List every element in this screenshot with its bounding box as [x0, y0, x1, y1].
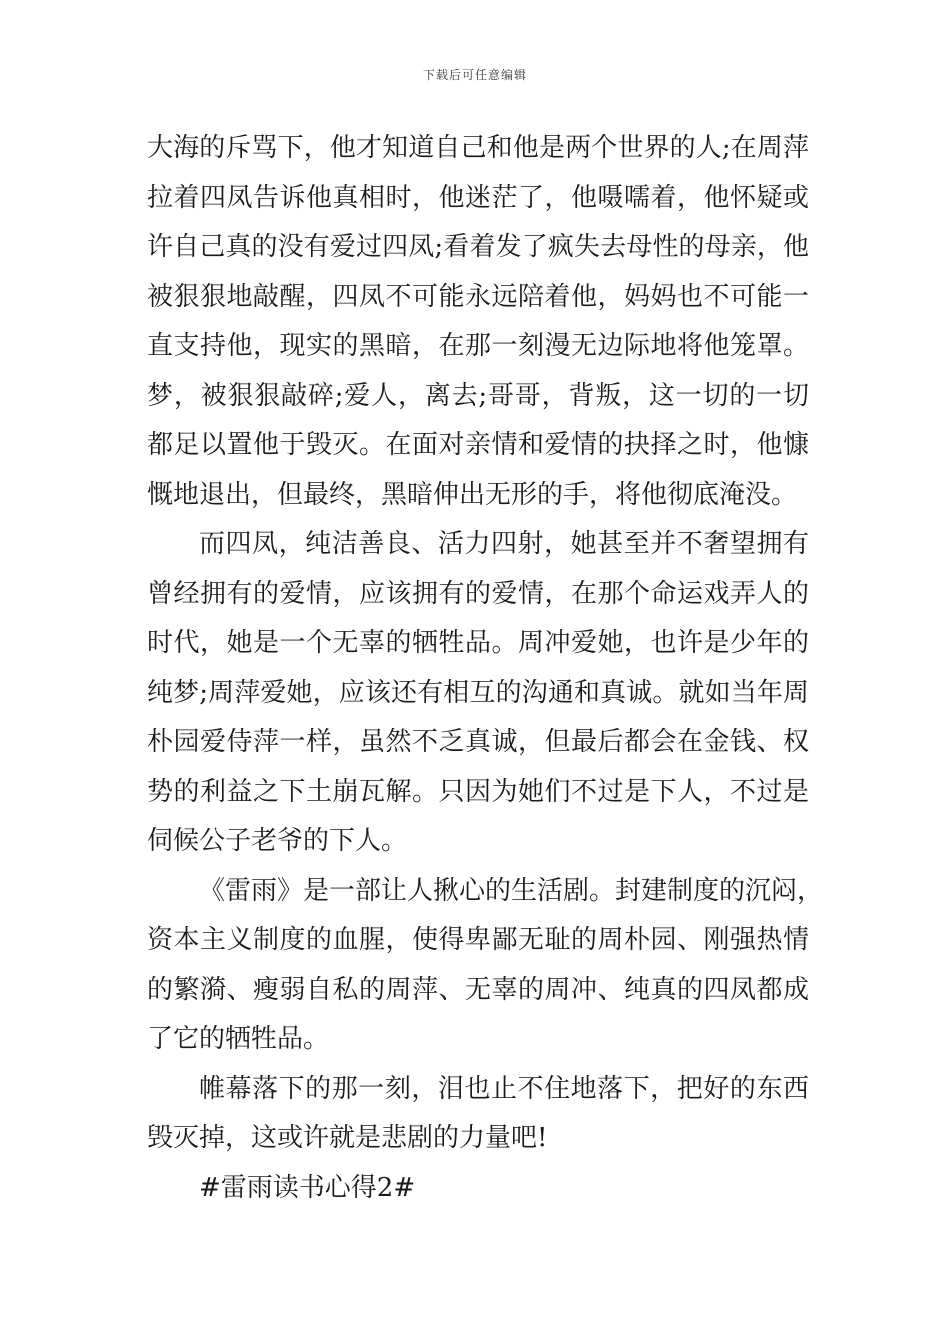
- text-line: 大海的斥骂下，他才知道自己和他是两个世界的人;在周萍: [147, 133, 809, 163]
- text-line: 毁灭掉，这或许就是悲剧的力量吧!: [147, 1123, 548, 1153]
- text-line: 慨地退出，但最终，黑暗伸出无形的手，将他彻底淹没。: [147, 479, 798, 510]
- text-line: #雷雨读书心得2#: [199, 1172, 416, 1203]
- paragraph: [147, 867, 824, 1065]
- text-line: 的繁漪、瘦弱自私的周萍、无辜的周冲、纯真的四凤都成: [147, 974, 809, 1005]
- text-line: 曾经拥有的爱情，应该拥有的爱情，在那个命运戏弄人的: [147, 578, 809, 609]
- text-line: 势的利益之下土崩瓦解。只因为她们不过是下人，不过是: [147, 776, 809, 807]
- page-header: 下载后可任意编辑: [422, 68, 527, 82]
- text-line: 时代，她是一个无辜的牺牲品。周冲爱她，也许是少年的: [147, 628, 809, 658]
- text-line: 朴园爱侍萍一样，虽然不乏真诚，但最后都会在金钱、权: [147, 727, 809, 757]
- text-line: 都足以置他于毁灭。在面对亲情和爱情的抉择之时，他慷: [147, 430, 809, 460]
- text-line: 帷幕落下的那一刻，泪也止不住地落下，把好的东西: [199, 1073, 809, 1104]
- text-line: 资本主义制度的血腥，使得卑鄙无耻的周朴园、刚强热情: [147, 925, 809, 955]
- section-heading: [147, 1164, 809, 1214]
- document-body: [147, 124, 824, 1213]
- text-line: 伺候公子老爷的下人。: [147, 826, 408, 856]
- paragraph: [147, 1065, 809, 1164]
- text-line: 梦，被狠狠敲碎;爱人，离去;哥哥，背叛，这一切的一切: [147, 380, 809, 411]
- text-line: 而四凤，纯洁善良、活力四射，她甚至并不奢望拥有: [199, 529, 809, 559]
- text-line: 了它的牺牲品。: [147, 1024, 330, 1054]
- text-line: 被狠狠地敲醒，四凤不可能永远陪着他，妈妈也不可能一: [147, 281, 809, 312]
- text-line: 纯梦;周萍爱她，应该还有相互的沟通和真诚。就如当年周: [147, 677, 809, 708]
- text-line: 拉着四凤告诉他真相时，他迷茫了，他嗫嚅着，他怀疑或: [147, 182, 809, 213]
- text-line: 许自己真的没有爱过四凤;看着发了疯失去母性的母亲，他: [147, 232, 809, 262]
- text-line: 《雷雨》是一部让人揪心的生活剧。封建制度的沉闷，: [199, 875, 824, 906]
- paragraph: [147, 124, 809, 520]
- paragraph: [147, 520, 809, 867]
- text-line: 直支持他，现实的黑暗，在那一刻漫无边际地将他笼罩。: [147, 331, 809, 361]
